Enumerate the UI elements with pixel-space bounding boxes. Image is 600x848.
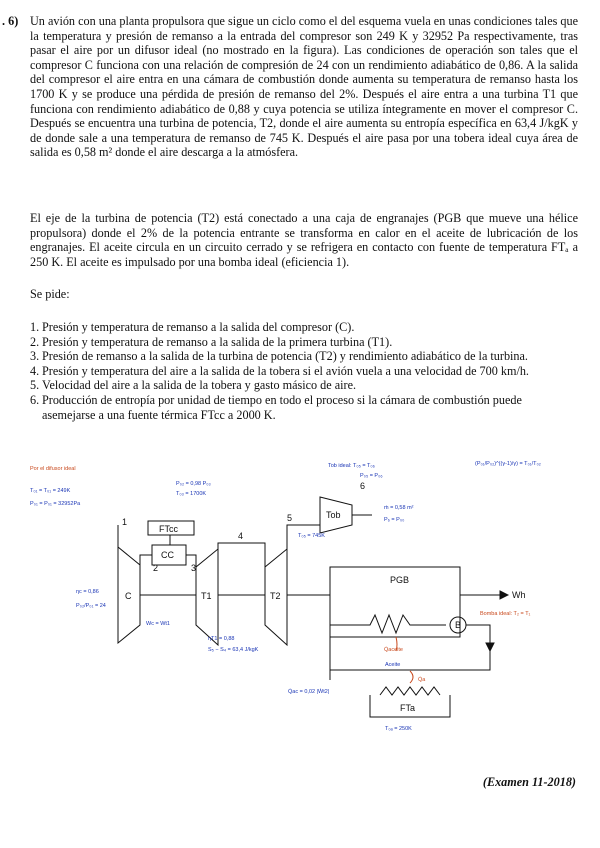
engine-cycle-diagram [0,455,600,760]
annotation: P₆ = P₀₀ [384,517,405,523]
node-label-5: 5 [287,513,293,523]
question-item: 2. Presión y temperatura de remanso a la salida de la primera turbina (T1). [30,334,393,349]
annotation: Q̇aceite [384,647,403,653]
annotation: P₀₁ = P₀₁ = 32952Pa [30,501,81,507]
problem-statement: Un avión con una planta propulsora que sigue un ciclo como el del esquema vuela en unas condiciones tales que la temperatura y presión de remanso a la entrada del compresor son 249 K y 32952 Pa respectivamente, tras pasar el aire por un difusor ideal (no mostrado en la figura). Las condiciones de operación son tales que el compresor C funciona con una relación de compresión de 24 con un rendimiento adiabático de 0,86. A la salida del compresor el aire entra en una cámara de combustión donde aumenta su temperatura de remanso hasta los 1700 K y se produce una pérdida de presión de remanso del 2%. Después el aire entra a una turbina T1 que funciona con rendimiento adiabático de 0,88 y cuya potencia se utiliza íntegramente en mover el compresor C. Después se encuentra una turbina de potencia, T2, donde el aire aumenta su entropía específica en 63,4 J/kgK y de donde sale a una temperatura de remanso de 745 K. Después el aire pasa por una tobera ideal cuya área de salida es 0,58 m² donde el aire descarga a la atmósfera. [30,14,578,160]
problem-number: . 6) [2,14,19,28]
annotation: P₀₂/P₀₁ = 24 [76,603,106,609]
annotation: (P₀₁/P₀₂)^((γ-1)/γ) = T₀₁/T₀₂ [475,461,541,467]
questions-list [30,320,578,422]
annotation: T₀₅ = 745K [298,533,325,539]
annotation: T₀₁ = T₀₁ = 249K [30,488,71,494]
node-label-4: 4 [238,531,244,541]
turbine-t1-label: T1 [201,591,212,601]
questions-heading: Se pide: [30,287,70,301]
problem-statement-gearbox: El eje de la turbina de potencia (T2) está conectado a una caja de engranajes (PGB que mueve una hélice propulsora) donde el 2% de la potencia entrante se transforma en calor en el aceite de lubricación de los engranajes. El aceite circula en un circuito cerrado y se refrigera en contacto con fuente de temperatura FTₐ a 250 K. El aceite es impulsado por una bomba ideal (eficiencia 1). [30,211,578,269]
node-label-3: 3 [191,563,197,573]
pgb-label: PGB [390,575,410,585]
annotation: Q̇ac = 0,02 |Ẇt2| [288,689,330,695]
fta-label: FTa [400,703,416,713]
nozzle-label: Tob [326,510,341,520]
exam-reference: (Examen 11-2018) [482,775,576,789]
compressor-label: C [125,591,132,601]
annotation: T₀ₐ = 250K [385,726,412,732]
turbine-t2-label: T2 [270,591,281,601]
annotation: Q̇a [418,677,426,683]
annotation: ṁ = 0,58 m² [384,505,414,511]
annotation: Bomba ideal: T₂ = T₁ [480,611,531,617]
annotation: Por el difusor ideal [30,466,76,472]
wh-label: Wh [512,590,526,600]
annotation: P₀₂ = 0,98 P₀₃ [176,481,211,487]
annotation: T₀₃ = 1700K [176,491,207,497]
fta-heat-arrow [410,671,413,683]
pump-label: B [455,620,462,630]
annotation: Wc = Wt1 [146,621,170,627]
oil-coil [330,615,446,633]
annotation: ηc = 0,86 [76,589,99,595]
ftcc-label: FTcc [159,524,178,534]
question-item: 3. Presión de remanso a la salida de la turbina de potencia (T2) y rendimiento adiabático de la turbina. [30,349,528,364]
cc-label: CC [161,550,174,560]
question-item: 6. Producción de entropía por unidad de tiempo en todo el proceso si la cámara de combustión puede asemejarse a una fuente térmica FTcc a 2000 K. [30,392,522,422]
annotation: S₅ − S₄ = 63,4 J/kgK [208,647,259,653]
annotation: Aceite [385,662,401,668]
annotation: Tob ideal: T₀₅ = T₀₆ [328,463,375,469]
node-label-2: 2 [153,563,159,573]
node-label-1: 1 [122,517,128,527]
question-item: 4. Presión y temperatura del aire a la salida de la tobera si el avión vuela a una velocidad de 700 km/h. [30,363,529,378]
annotation: ηT1 = 0,88 [208,636,235,642]
node-label-6: 6 [360,481,366,491]
annotation: P₀₅ = P₀₆ [360,473,383,479]
question-item: 5. Velocidad del aire a la salida de la tobera y gasto másico de aire. [30,378,357,393]
question-item: 1. Presión y temperatura de remanso a la salida del compresor (C). [30,320,355,334]
